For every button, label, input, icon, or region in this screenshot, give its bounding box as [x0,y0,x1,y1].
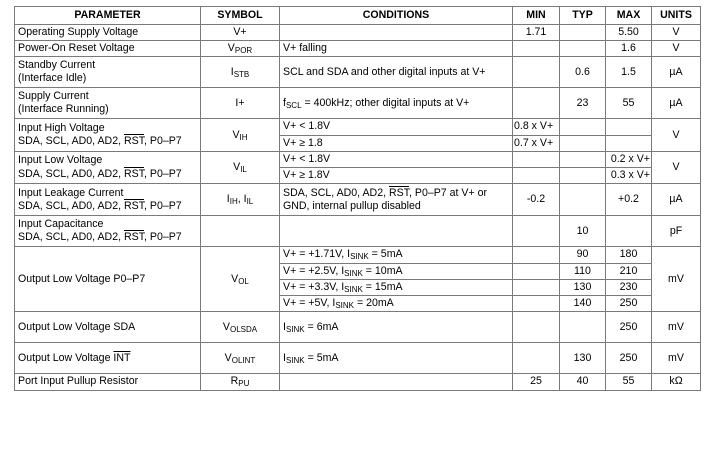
typ-cell [560,41,606,57]
cond-main: f [283,96,286,109]
param-a: Output Low Voltage [18,351,114,364]
header-min: MIN [513,7,560,25]
symbol-sub: POR [234,46,253,56]
max-cell: 210 [606,263,652,279]
rst-overline-text: $\overline{RST}$ [123,135,144,148]
symbol-a: I [226,193,230,206]
cond-b: = 10mA [362,264,403,277]
rst-overline-text: $\overline{RST}$ [388,186,409,199]
symbol-cell [201,374,280,390]
min-cell: 0.7 x V+ [513,135,560,151]
symbol-sub: OL [238,276,249,286]
conditions-cell: V+ < 1.8V [280,119,513,135]
conditions-cell: V+ < 1.8V [280,151,513,167]
units-cell: mV [652,312,701,343]
units-cell: pF [652,216,701,247]
conditions-cell: V+ falling [280,41,513,57]
max-cell: 250 [606,296,652,312]
param-line2-b: , P0–P7 [144,167,182,180]
max-cell: 250 [606,312,652,343]
param-line2-b: , P0–P7 [144,199,182,212]
cond-sub: SINK [285,355,305,365]
cond-sub: SCL [285,100,302,110]
max-cell: 55 [606,374,652,390]
param-line2: (Interface Running) [18,103,109,116]
symbol-main: V [224,351,232,364]
conditions-cell [280,88,513,119]
symbol-main: I [230,65,234,78]
symbol-main: V [227,42,235,55]
typ-cell [560,312,606,343]
max-cell: 0.2 x V+ [606,151,652,167]
conditions-cell [280,374,513,390]
rst-overline-text: $\overline{RST}$ [123,199,144,212]
cond-sub: SINK [344,284,363,294]
symbol-main: V [222,320,230,333]
param-line2: (Interface Idle) [18,72,87,85]
cond-a: V+ = +3.3V, I [283,280,345,293]
table-row [15,25,701,41]
conditions-cell [280,296,513,312]
units-cell: V [652,25,701,41]
table-row [15,312,701,343]
max-cell [606,216,652,247]
cond-sub: SINK [344,268,363,278]
conditions-cell [280,184,513,216]
typ-cell: 130 [560,343,606,374]
cond-sub: SINK [285,324,305,334]
param-line2-b: , P0–P7 [144,231,182,244]
max-cell: 5.50 [606,25,652,41]
typ-cell [560,168,606,184]
param-cell [15,184,201,216]
param-line1: Input Leakage Current [18,186,124,199]
table-row [15,184,701,216]
min-cell [513,151,560,167]
param-line2-a: SDA, SCL, AD0, AD2, [18,167,124,180]
max-cell: 180 [606,247,652,263]
param-cell [15,216,201,247]
typ-cell [560,25,606,41]
min-cell [513,168,560,184]
symbol-cell [201,119,280,151]
param-line1: Supply Current [18,90,89,103]
max-cell: +0.2 [606,184,652,216]
header-symbol: SYMBOL [201,7,280,25]
min-cell: 1.71 [513,25,560,41]
typ-cell: 130 [560,279,606,295]
table-row [15,374,701,390]
header-units: UNITS [652,7,701,25]
param-cell [15,151,201,183]
param-line1: Input High Voltage [18,121,105,134]
conditions-cell [280,216,513,247]
typ-cell [560,135,606,151]
min-cell [513,343,560,374]
param-line1: Input Capacitance [18,218,104,231]
table-row [15,88,701,119]
rst-overline-text: $\overline{RST}$ [123,167,144,180]
symbol-b: I [243,193,247,206]
typ-cell [560,151,606,167]
param-cell [15,88,201,119]
typ-cell: 90 [560,247,606,263]
rst-overline-text: $\overline{RST}$ [123,231,144,244]
cond-b: = 20mA [354,297,394,310]
table-row [15,216,701,247]
min-cell [513,312,560,343]
min-cell: 25 [513,374,560,390]
max-cell [606,135,652,151]
typ-cell: 110 [560,263,606,279]
units-cell: V [652,41,701,57]
symbol-sub: PU [238,379,250,389]
symbol-main: V [231,272,239,285]
symbol-cell: V+ [201,25,280,41]
symbol-cell [201,247,280,312]
conditions-cell [280,25,513,41]
cond-b: = 5mA [304,351,339,364]
cond-sub: SINK [335,301,354,311]
cond-a: I [283,320,286,333]
max-cell: 230 [606,279,652,295]
symbol-sub: OLSDA [229,324,258,334]
cond-a: V+ = +1.71V, I [283,248,351,261]
max-cell: 55 [606,88,652,119]
symbol-cell [201,184,280,216]
table-row [15,57,701,88]
param-cell [15,57,201,88]
param-cell: Output Low Voltage P0–P7 [15,247,201,312]
min-cell [513,57,560,88]
header-parameter: PARAMETER [15,7,201,25]
table-row [15,151,701,167]
symbol-a-sub: IH [229,197,238,207]
units-cell: V [652,151,701,183]
param-cell: Power-On Reset Voltage [15,41,201,57]
cond-b: = 5mA [368,248,403,261]
typ-cell: 40 [560,374,606,390]
symbol-b-sub: IL [246,197,254,207]
min-cell [513,41,560,57]
header-typ: TYP [560,7,606,25]
param-line2-a: SDA, SCL, AD0, AD2, [18,199,124,212]
typ-cell: 23 [560,88,606,119]
cond-line1-b: , P0–P7 at V+ or [409,186,488,199]
param-line2-a: SDA, SCL, AD0, AD2, [18,231,124,244]
symbol-cell [201,343,280,374]
conditions-cell [280,343,513,374]
param-cell: Output Low Voltage SDA [15,312,201,343]
cond-line2: GND, internal pullup disabled [283,199,421,212]
max-cell: 1.5 [606,57,652,88]
typ-cell: 140 [560,296,606,312]
conditions-cell [280,247,513,263]
symbol-sep: , [237,193,244,206]
symbol-sub: IH [239,132,248,142]
max-cell: 0.3 x V+ [606,168,652,184]
units-cell: µA [652,184,701,216]
max-cell: 1.6 [606,41,652,57]
conditions-cell [280,279,513,295]
symbol-cell [201,312,280,343]
typ-cell [560,119,606,135]
cond-a: V+ = +5V, I [283,297,336,310]
cond-rest: = 400kHz; other digital inputs at V+ [301,96,470,109]
units-cell: V [652,119,701,151]
param-line2-a: SDA, SCL, AD0, AD2, [18,135,124,148]
units-cell: kΩ [652,374,701,390]
cond-a: V+ = +2.5V, I [283,264,345,277]
cond-line1-a: SDA, SCL, AD0, AD2, [283,186,389,199]
int-overline-text: $\overline{INT}$ [113,351,131,364]
cond-b: = 15mA [362,280,403,293]
symbol-sub: OLINT [231,355,256,365]
units-cell: µA [652,88,701,119]
table-row [15,247,701,263]
param-line2-b: , P0–P7 [144,135,182,148]
conditions-cell: V+ ≥ 1.8V [280,168,513,184]
min-cell [513,279,560,295]
electrical-characteristics-table [14,6,701,391]
units-cell: µA [652,57,701,88]
typ-cell: 10 [560,216,606,247]
table-row [15,343,701,374]
conditions-cell: SCL and SDA and other digital inputs at V+ [280,57,513,88]
min-cell [513,296,560,312]
typ-cell [560,184,606,216]
symbol-cell [201,57,280,88]
symbol-main: V [233,161,241,174]
header-max: MAX [606,7,652,25]
symbol-sub: IL [240,165,247,175]
units-cell: mV [652,247,701,312]
symbol-main: V [232,128,240,141]
symbol-cell [201,151,280,183]
cond-b: = 6mA [304,320,339,333]
param-line1: Standby Current [18,59,96,72]
min-cell [513,247,560,263]
min-cell: -0.2 [513,184,560,216]
symbol-cell [201,41,280,57]
max-cell [606,119,652,135]
min-cell: 0.8 x V+ [513,119,560,135]
symbol-main: R [230,375,239,388]
table-row [15,41,701,57]
param-cell [15,343,201,374]
min-cell [513,216,560,247]
symbol-cell: I+ [201,88,280,119]
cond-a: I [283,351,286,364]
typ-cell: 0.6 [560,57,606,88]
symbol-cell [201,216,280,247]
max-cell: 250 [606,343,652,374]
conditions-cell [280,263,513,279]
param-line1: Input Low Voltage [18,154,103,167]
header-conditions: CONDITIONS [280,7,513,25]
conditions-cell: V+ ≥ 1.8 [280,135,513,151]
symbol-sub: STB [233,69,250,79]
table-row [15,119,701,135]
cond-sub: SINK [350,252,369,262]
param-cell: Port Input Pullup Resistor [15,374,201,390]
conditions-cell [280,312,513,343]
units-cell: mV [652,343,701,374]
header-row [15,7,701,25]
spec-table-container [14,6,701,391]
min-cell [513,263,560,279]
param-cell: Operating Supply Voltage [15,25,201,41]
param-cell [15,119,201,151]
min-cell [513,88,560,119]
